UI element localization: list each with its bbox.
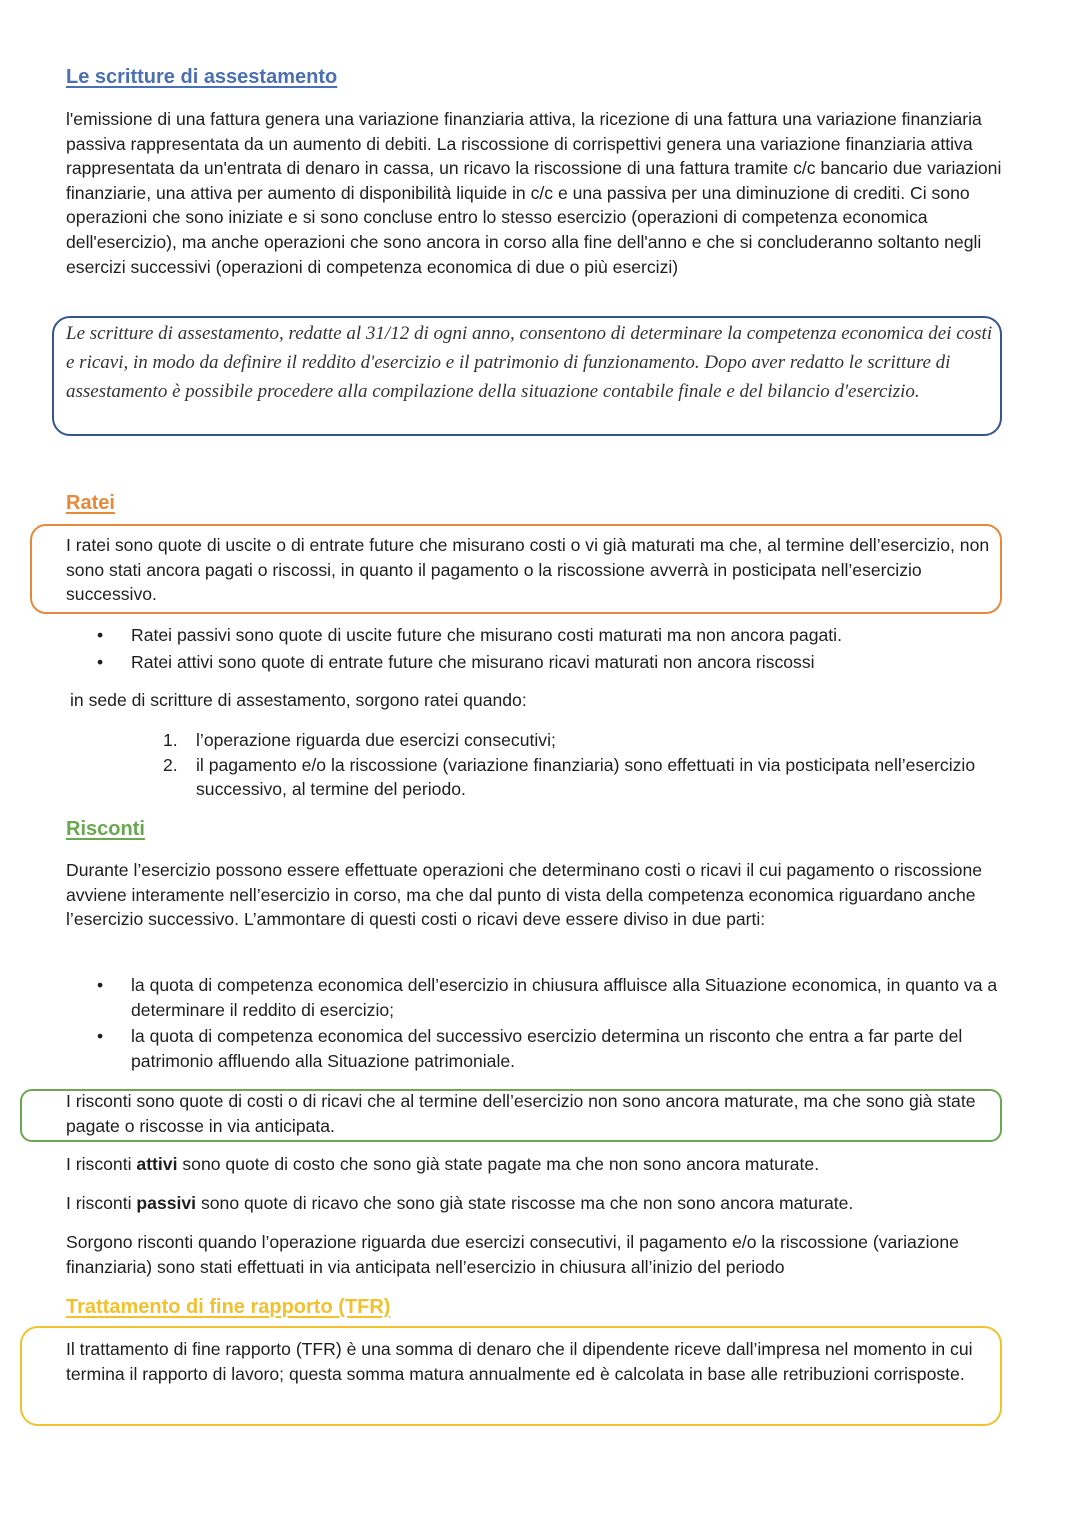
definition-text-risconti: I risconti sono quote di costi o di ricavi che al termine dell’esercizio non sono ancora maturate, ma che sono già state pagate o riscosse in via anticipata. (66, 1091, 976, 1136)
paragraph-intro: l'emissione di una fattura genera una variazione finanziaria attiva, la ricezione di una fattura una variazione finanziaria passiva rappresentata da un aumento di debiti. La riscossione di corrispettivi genera una variazione finanziaria attiva rappresentata da un'entrata di denaro in cassa, un ricavo la riscossione di una fattura tramite c/c bancario due variazioni finanziarie, una attiva per aumento di disponibilità liquide in c/c e una passiva per una diminuzione di crediti. Ci sono operazioni che sono iniziate e si sono concluse entro lo stesso esercizio (operazioni di competenza economica dell'esercizio), ma anche operazioni che sono ancora in corso alla fine dell'anno e che si concluderanno soltanto negli esercizi successivi (operazioni di competenza economica di due o più esercizi) (66, 109, 1002, 277)
list-item: • Ratei attivi sono quote di entrate future che misurano ricavi maturati non ancora riscossi (97, 651, 815, 672)
risconti-bullet-list (0, 973, 1031, 1073)
heading-scritture-assestamento: Le scritture di assestamento (66, 66, 338, 88)
risconti-attivi: I risconti attivi sono quote di costo che sono già state pagate ma che non sono ancora maturate. (66, 1154, 820, 1174)
risconti-closing: Sorgono risconti quando l’operazione riguarda due esercizi consecutivi, il pagamento e/o la riscossione (variazione finanziaria) sono stati effettuati in via anticipata nell’esercizio in chiusura all’inizio del periodo (66, 1232, 959, 1277)
risconti-passivi: I risconti passivi sono quote di ricavo che sono già state riscosse ma che non sono ancora maturate. (66, 1193, 854, 1213)
ratei-bullet-list (0, 623, 1031, 674)
paragraph-risconti: Durante l’esercizio possono essere effettuate operazioni che determinano costi o ricavi il cui pagamento o riscossione avviene interamente nell’esercizio in corso, ma che dal punto di vista della competenza economica riguardano anche l’esercizio successivo. L’ammontare di questi costi o ricavi deve essere diviso in due parti: (66, 860, 983, 930)
list-item: • la quota di competenza economica del successivo esercizio determina un risconto che entra a far parte del patrimonio affluendo alla Situazione patrimoniale. (97, 1026, 963, 1071)
heading-ratei: Ratei (66, 492, 115, 514)
heading-tfr: Trattamento di fine rapporto (TFR) (66, 1296, 391, 1318)
ratei-intro: in sede di scritture di assestamento, sorgono ratei quando: (70, 690, 527, 710)
ratei-numbered-list (0, 728, 996, 802)
definition-text-ratei: I ratei sono quote di uscite o di entrate future che misurano costi o vi già maturati ma che, al termine dell’esercizio, non sono stati ancora pagati o riscossi, in quanto il pagamento o la riscossione avverrà in posticipata nell’esercizio successivo. (66, 535, 990, 605)
heading-risconti: Risconti (66, 818, 145, 840)
list-item: 2. il pagamento e/o la riscossione (variazione finanziaria) sono effettuati in via posticipata nell’esercizio successivo, al termine del periodo. (163, 754, 976, 800)
definition-text-assestamento: Le scritture di assestamento, redatte al 31/12 di ogni anno, consentono di determinare la competenza economica dei costi e ricavi, in modo da definire il reddito d'esercizio e il patrimonio di funzionamento. Dopo aver redatto le scritture di assestamento è possibile procedere alla compilazione della situazione contabile finale e del bilancio d'esercizio. (66, 323, 993, 402)
list-item: • la quota di competenza economica dell’esercizio in chiusura affluisce alla Situazione economica, in quanto va a determinare il reddito di esercizio; (97, 975, 998, 1020)
list-item: • Ratei passivi sono quote di uscite future che misurano costi maturati ma non ancora pagati. (97, 625, 842, 645)
definition-text-tfr: Il trattamento di fine rapporto (TFR) è una somma di denaro che il dipendente riceve dall’impresa nel momento in cui termina il rapporto di lavoro; questa somma matura annualmente ed è calcolata in base alle retribuzioni corrisposte. (66, 1339, 973, 1384)
list-item: 1. l’operazione riguarda due esercizi consecutivi; (163, 730, 556, 750)
